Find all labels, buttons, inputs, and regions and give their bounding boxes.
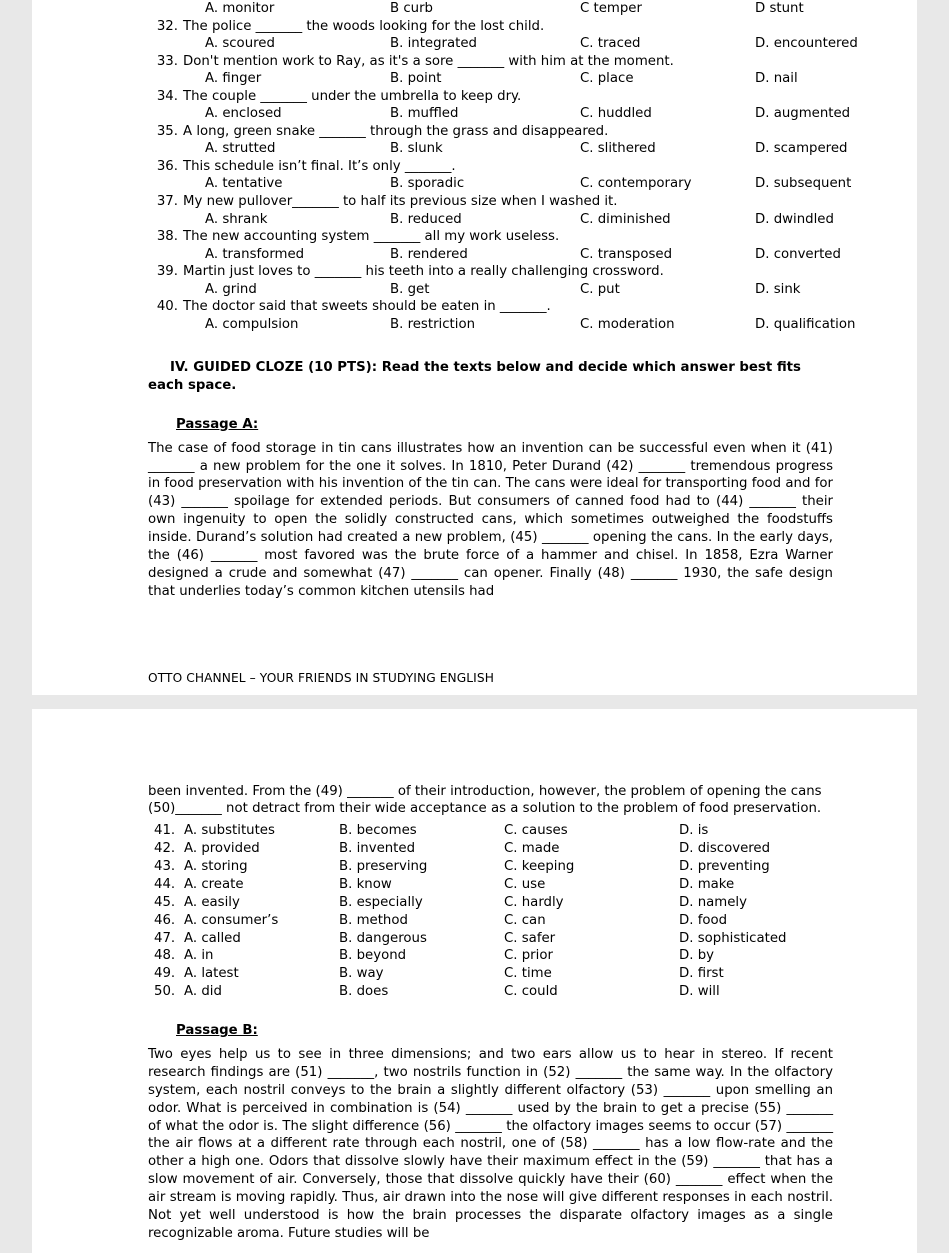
section-heading-line-2: each space. [148, 378, 237, 394]
question-34 [148, 88, 851, 123]
question-38 [148, 228, 841, 263]
option-c: C. causes [504, 823, 568, 839]
option-a: A. compulsion [205, 316, 299, 332]
option-a: A. enclosed [205, 106, 282, 122]
option-b: B. does [339, 984, 389, 1000]
row-number: 42. [154, 841, 176, 857]
option-d: D stunt [755, 1, 804, 16]
option-a: A. latest [184, 966, 239, 982]
row-number: 47. [154, 930, 176, 946]
option-a: A. substitutes [184, 823, 275, 839]
option-c: C. contemporary [580, 176, 692, 192]
question-33 [148, 53, 833, 88]
question-37 [148, 193, 833, 228]
option-a: A. storing [184, 859, 248, 875]
table-row [148, 947, 833, 965]
option-c: C. made [504, 841, 560, 857]
option-b: B. get [390, 281, 430, 297]
option-a: A. monitor [205, 1, 275, 16]
option-d: D. make [679, 876, 735, 892]
row-number: 45. [154, 894, 176, 910]
row-number: 48. [154, 948, 176, 964]
question-stem [148, 158, 833, 176]
option-row [148, 70, 833, 88]
question-text: The new accounting system _______ all my work useless. [183, 229, 560, 245]
row-number: 49. [154, 966, 176, 982]
option-a: A. did [184, 984, 222, 1000]
option-b: B. invented [339, 841, 416, 857]
question-stem [148, 193, 833, 211]
question-36 [148, 158, 852, 193]
page-1-content [32, 0, 917, 685]
option-c: C. slithered [580, 141, 656, 157]
question-stem [148, 263, 833, 281]
option-a: A. consumer’s [184, 912, 279, 928]
table-row [148, 858, 833, 876]
option-d: D. scampered [755, 141, 848, 157]
row-number: 46. [154, 912, 176, 928]
option-b: B. dangerous [339, 930, 427, 946]
question-text: The police _______ the woods looking for the lost child. [183, 18, 545, 34]
question-block-partial [148, 0, 833, 18]
question-stem [148, 228, 833, 246]
option-c: C. diminished [580, 211, 671, 227]
option-b: B. becomes [339, 823, 417, 839]
option-c: C. can [504, 912, 546, 928]
question-stem [148, 88, 833, 106]
question-stem [148, 18, 833, 36]
option-c: C. could [504, 984, 558, 1000]
option-b: B. beyond [339, 948, 407, 964]
question-text: My new pullover_______ to half its previous size when I washed it. [183, 194, 618, 210]
section-heading [148, 359, 833, 394]
table-row [148, 912, 833, 930]
option-row [148, 246, 841, 264]
option-b: B. especially [339, 894, 423, 910]
option-d: D. subsequent [755, 176, 852, 192]
option-row [148, 175, 852, 193]
row-number: 44. [154, 876, 176, 892]
option-b: B. rendered [390, 246, 468, 262]
question-number: 35. [156, 123, 178, 139]
option-d: D. sink [755, 281, 801, 297]
passage-a-title: Passage A: [176, 416, 259, 432]
option-d: D. food [679, 912, 728, 928]
option-b: B. preserving [339, 859, 428, 875]
row-number: 41. [154, 823, 176, 839]
passage-b-title: Passage B: [176, 1023, 258, 1039]
option-c: C. traced [580, 36, 641, 52]
option-d: D. converted [755, 246, 841, 262]
passage-a-text: The case of food storage in tin cans illustrates how an invention can be successful even when it (41) _______ a new problem for the one it solves. In 1810, Peter Durand (42) _______ tremendous progress in food preservation with his invention of the tin can. The cans were ideal for transporting food and for (43) _______ spoilage for extended periods. But consumers of canned food had to (44) _______ their own ingenuity to open the solidly constructed cans, which sometimes outweighed the foodstuffs inside. Durand’s solution had created a new problem, (45) _______ opening the cans. In the early days, the (46) _______ most favored was the brute force of a hammer and chisel. In 1858, Ezra Warner designed a crude and somewhat (47) _______ can opener. Finally (48) _______ 1930, the safe design that underlies today’s common kitchen utensils had [148, 440, 833, 599]
option-b: B. integrated [390, 36, 477, 52]
option-a: A. scoured [205, 36, 275, 52]
table-row [148, 822, 833, 840]
option-d: D. discovered [679, 841, 771, 857]
option-row [148, 211, 833, 229]
passage-a-continuation: been invented. From the (49) _______ of their introduction, however, the problem of opening the cans (50)_______ not detract from their wide acceptance as a solution to the problem of food preservation. [148, 783, 822, 817]
question-number: 39. [156, 264, 178, 280]
page-2-content [32, 709, 917, 1243]
question-text: Martin just loves to _______ his teeth into a really challenging crossword. [183, 264, 664, 280]
option-row [148, 140, 848, 158]
option-b: B. know [339, 876, 392, 892]
option-b: B. restriction [390, 316, 476, 332]
option-d: D. will [679, 984, 720, 1000]
table-row [148, 930, 833, 948]
option-d: D. sophisticated [679, 930, 787, 946]
question-number: 32. [156, 18, 178, 34]
option-row [148, 316, 856, 334]
question-number: 33. [156, 53, 178, 69]
page-footer: OTTO CHANNEL – YOUR FRIENDS IN STUDYING ENGLISH [148, 670, 494, 685]
table-row [148, 840, 833, 858]
question-text: The couple _______ under the umbrella to keep dry. [183, 88, 522, 104]
option-d: D. by [679, 948, 715, 964]
option-d: D. nail [755, 71, 798, 87]
option-c: C. keeping [504, 859, 575, 875]
option-d: D. augmented [755, 106, 851, 122]
option-b: B curb [390, 1, 433, 16]
page-separator [0, 695, 949, 709]
option-c: C. put [580, 281, 620, 297]
option-c: C temper [580, 1, 642, 16]
question-text: A long, green snake _______ through the grass and disappeared. [183, 123, 609, 139]
passage-b-text: Two eyes help us to see in three dimensions; and two ears allow us to hear in stereo. If recent research findings are (51) _______, two nostrils function in (52) _______ the same way. In the olfactory system, each nostril conveys to the brain a slightly different olfactory (53) _______ upon smelling an odor. What is perceived in combination is (54) _______ used by the brain to get a precise (55) _______ of what the odor is. The slight difference (56) _______ the olfactory images seems to occur (57) _______ the air flows at a different rate through each nostril, one of (58) _______ has a low flow-rate and the other a high one. Odors that dissolve slowly have their maximum effect in the (59) _______ that has a slow movement of air. Conversely, those that dissolve quickly have their (60) _______ effect when the air stream is moving rapidly. Thus, air drawn into the nose will give different responses in each nostril. Not yet well understood is how the brain processes the disparate olfactory images as a single recognizable aroma. Future studies will be [148, 1047, 833, 1241]
option-d: D. preventing [679, 859, 770, 875]
option-c: C. moderation [580, 316, 675, 332]
option-row [148, 281, 833, 299]
row-number: 50. [154, 984, 176, 1000]
option-c: C. use [504, 876, 546, 892]
question-39 [148, 263, 833, 298]
option-d: D. first [679, 966, 724, 982]
option-c: C. transposed [580, 246, 673, 262]
option-a: A. finger [205, 71, 262, 87]
document-page-1 [32, 0, 917, 695]
option-c: C. hardly [504, 894, 564, 910]
option-c: C. prior [504, 948, 553, 964]
question-text: The doctor said that sweets should be eaten in _______. [183, 299, 551, 315]
option-row [148, 35, 858, 53]
row-number: 43. [154, 859, 176, 875]
option-b: B. point [390, 71, 442, 87]
section-heading-line-1: IV. GUIDED CLOZE (10 PTS): Read the texts below and decide which answer best fits [170, 360, 801, 376]
question-text: Don't mention work to Ray, as it's a sore _______ with him at the moment. [183, 53, 674, 69]
option-a: A. called [184, 930, 241, 946]
option-d: D. encountered [755, 36, 858, 52]
table-row [148, 965, 833, 983]
document-page-2 [32, 709, 917, 1253]
option-d: D. qualification [755, 316, 856, 332]
option-b: B. muffled [390, 106, 459, 122]
option-b: B. slunk [390, 141, 443, 157]
option-a: A. transformed [205, 246, 305, 262]
question-number: 37. [156, 194, 178, 210]
table-row [148, 983, 833, 1001]
question-40 [148, 298, 856, 333]
option-d: D. namely [679, 894, 747, 910]
question-stem [148, 53, 833, 71]
option-c: C. place [580, 71, 634, 87]
question-number: 34. [156, 88, 178, 104]
option-row [148, 105, 851, 123]
option-a: A. easily [184, 894, 240, 910]
option-c: C. time [504, 966, 552, 982]
option-b: B. sporadic [390, 176, 465, 192]
option-c: C. huddled [580, 106, 652, 122]
question-stem [148, 123, 833, 141]
question-35 [148, 123, 848, 158]
option-a: A. shrank [205, 211, 268, 227]
question-32 [148, 18, 858, 53]
option-d: D. is [679, 823, 709, 839]
option-a: A. create [184, 876, 244, 892]
question-number: 38. [156, 229, 178, 245]
question-number: 36. [156, 158, 178, 174]
option-a: A. strutted [205, 141, 276, 157]
option-b: B. way [339, 966, 384, 982]
option-a: A. provided [184, 841, 260, 857]
question-number: 40. [156, 299, 178, 315]
question-text: This schedule isn’t final. It’s only _______. [183, 158, 456, 174]
option-c: C. safer [504, 930, 556, 946]
question-stem [148, 298, 833, 316]
table-row [148, 876, 833, 894]
option-a: A. in [184, 948, 214, 964]
table-row [148, 894, 833, 912]
option-b: B. reduced [390, 211, 462, 227]
option-a: A. tentative [205, 176, 283, 192]
option-b: B. method [339, 912, 408, 928]
option-row [148, 0, 833, 18]
options-table [148, 822, 833, 1001]
option-d: D. dwindled [755, 211, 834, 227]
option-a: A. grind [205, 281, 257, 297]
